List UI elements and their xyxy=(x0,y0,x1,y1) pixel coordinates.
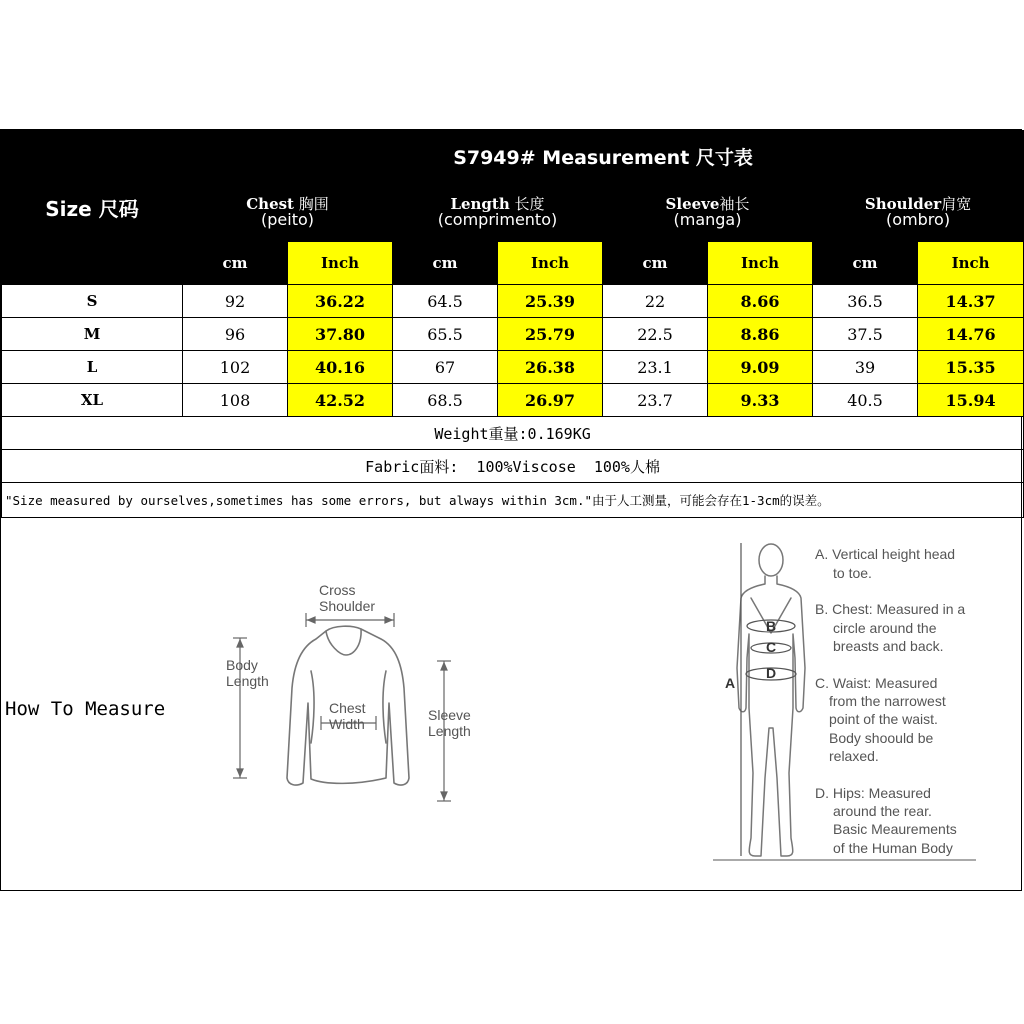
sleeve-cm-cell: 22 xyxy=(603,285,708,318)
length-inch-cell: 26.38 xyxy=(498,351,603,384)
note-a-2: to toe. xyxy=(833,565,872,581)
size-chart xyxy=(0,129,1022,891)
length-inch-cell: 25.79 xyxy=(498,318,603,351)
body-length-label-1: Body xyxy=(226,657,258,673)
size-table xyxy=(1,130,1024,518)
shoulder-cm-cell: 36.5 xyxy=(813,285,918,318)
marker-c: C xyxy=(766,639,777,655)
note-d-1: D. Hips: Measured xyxy=(815,785,931,801)
unit-cm: cm xyxy=(813,242,918,285)
unit-inch: Inch xyxy=(708,242,813,285)
table-row xyxy=(2,285,1024,318)
sleeve-inch-cell: 8.66 xyxy=(708,285,813,318)
length-cm-cell: 64.5 xyxy=(393,285,498,318)
note-a-1: A. Vertical height head xyxy=(815,546,956,562)
note-c-5: relaxed. xyxy=(829,748,879,764)
sleeve-cm-cell: 23.7 xyxy=(603,384,708,417)
unit-inch: Inch xyxy=(918,242,1024,285)
group-chest: Chest 胸围 (peito) xyxy=(183,183,393,242)
length-cm-cell: 65.5 xyxy=(393,318,498,351)
size-header: Size 尺码 xyxy=(2,131,183,285)
table-row xyxy=(2,351,1024,384)
sleeve-cm-cell: 23.1 xyxy=(603,351,708,384)
note-b-1: B. Chest: Measured in a xyxy=(815,601,966,617)
chest-width-label-1: Chest xyxy=(329,700,366,716)
chest-cm-cell: 102 xyxy=(183,351,288,384)
fabric-row: Fabric面料: 100%Viscose 100%人棉 xyxy=(2,450,1024,483)
unit-inch: Inch xyxy=(498,242,603,285)
shoulder-inch-cell: 15.35 xyxy=(918,351,1024,384)
marker-d: D xyxy=(766,665,777,681)
length-inch-cell: 25.39 xyxy=(498,285,603,318)
shoulder-cm-cell: 40.5 xyxy=(813,384,918,417)
table-row xyxy=(2,318,1024,351)
note-b-2: circle around the xyxy=(833,620,937,636)
cross-shoulder-label-1: Cross xyxy=(319,582,356,598)
unit-cm: cm xyxy=(393,242,498,285)
marker-a: A xyxy=(725,675,736,691)
body-diagram xyxy=(711,538,1011,878)
chest-cm-cell: 92 xyxy=(183,285,288,318)
marker-b: B xyxy=(766,618,777,634)
chest-cm-cell: 96 xyxy=(183,318,288,351)
chest-width-label-2: Width xyxy=(329,716,365,732)
note-c-3: point of the waist. xyxy=(829,711,938,727)
chest-inch-cell: 36.22 xyxy=(288,285,393,318)
cross-shoulder-label-2: Shoulder xyxy=(319,598,376,614)
chest-inch-cell: 40.16 xyxy=(288,351,393,384)
group-shoulder: Shoulder肩宽 (ombro) xyxy=(813,183,1024,242)
note-d-2: around the rear. xyxy=(833,803,932,819)
sleeve-length-label-2: Length xyxy=(428,723,471,739)
sleeve-cm-cell: 22.5 xyxy=(603,318,708,351)
length-cm-cell: 67 xyxy=(393,351,498,384)
table-row xyxy=(2,384,1024,417)
size-cell: L xyxy=(2,351,183,384)
sleeve-inch-cell: 9.33 xyxy=(708,384,813,417)
shoulder-cm-cell: 39 xyxy=(813,351,918,384)
note-c-1: C. Waist: Measured xyxy=(815,675,938,691)
measurement-note: "Size measured by ourselves,sometimes has some errors, but always within 3cm."由于人工测量，可能会存在1-3cm的误差。 xyxy=(2,483,1024,518)
shoulder-inch-cell: 14.76 xyxy=(918,318,1024,351)
size-cell: XL xyxy=(2,384,183,417)
garment-diagram xyxy=(216,573,486,813)
shoulder-cm-cell: 37.5 xyxy=(813,318,918,351)
unit-cm: cm xyxy=(183,242,288,285)
garment-neckline xyxy=(326,629,361,655)
shoulder-inch-cell: 14.37 xyxy=(918,285,1024,318)
note-d-4: of the Human Body xyxy=(833,840,953,856)
chart-title: S7949# Measurement 尺寸表 xyxy=(183,131,1024,183)
chest-inch-cell: 42.52 xyxy=(288,384,393,417)
size-cell: M xyxy=(2,318,183,351)
shoulder-inch-cell: 15.94 xyxy=(918,384,1024,417)
how-to-measure-section xyxy=(1,518,1023,890)
size-cell: S xyxy=(2,285,183,318)
chest-inch-cell: 37.80 xyxy=(288,318,393,351)
note-c-2: from the narrowest xyxy=(829,693,946,709)
chest-cm-cell: 108 xyxy=(183,384,288,417)
body-length-label-2: Length xyxy=(226,673,269,689)
sleeve-inch-cell: 8.86 xyxy=(708,318,813,351)
sleeve-length-label-1: Sleeve xyxy=(428,707,471,723)
group-sleeve: Sleeve袖长 (manga) xyxy=(603,183,813,242)
unit-inch: Inch xyxy=(288,242,393,285)
weight-row: Weight重量:0.169KG xyxy=(2,417,1024,450)
group-length: Length 长度 (comprimento) xyxy=(393,183,603,242)
sleeve-inch-cell: 9.09 xyxy=(708,351,813,384)
note-b-3: breasts and back. xyxy=(833,638,944,654)
human-figure xyxy=(737,544,805,856)
how-to-measure-label: How To Measure xyxy=(5,698,166,720)
unit-cm: cm xyxy=(603,242,708,285)
note-d-3: Basic Meaurements xyxy=(833,821,957,837)
note-c-4: Body shoould be xyxy=(829,730,934,746)
length-cm-cell: 68.5 xyxy=(393,384,498,417)
length-inch-cell: 26.97 xyxy=(498,384,603,417)
